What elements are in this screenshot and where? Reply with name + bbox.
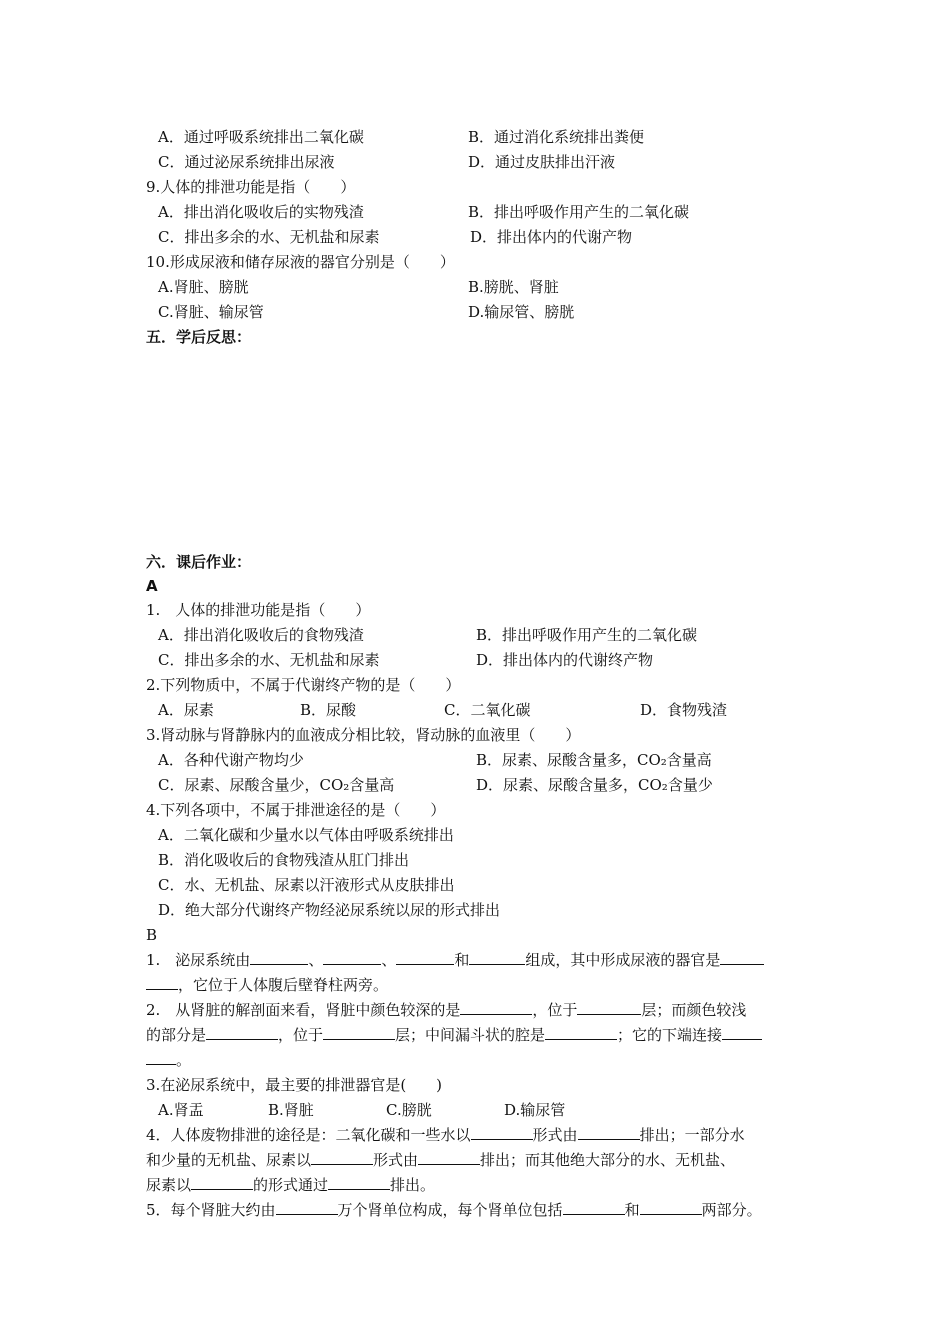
answer-blank[interactable] [471,1125,533,1140]
answer-blank[interactable] [328,1175,390,1190]
q10-option-a: A.肾脏、膀胱 [158,278,249,296]
b5-text-b: 万个肾单位构成，每个肾单位包括 [337,1201,563,1219]
a2-option-a: A．尿素 [158,701,214,719]
answer-blank[interactable] [146,975,178,990]
answer-blank[interactable] [206,1025,278,1040]
q10-option-c: C.肾脏、输尿管 [158,303,264,321]
b3-option-c: C.膀胱 [386,1101,432,1119]
b5-text-a: 5．每个肾脏大约由 [146,1201,276,1219]
b3-option-d: D.输尿管 [504,1101,566,1119]
b3-option-b: B.肾脏 [268,1101,314,1119]
b4-text-b: 形式由 [532,1126,578,1144]
b1-line2 [146,975,388,995]
b4-text-g: 尿素以 [146,1176,192,1194]
q8-option-b: B．通过消化系统排出粪便 [468,128,645,146]
a3-option-a: A．各种代谢产物均少 [158,751,304,769]
b2-line1 [146,1000,746,1020]
b1-text-c: ，它位于人体腹后壁脊柱两旁。 [178,976,389,994]
answer-blank[interactable] [311,1150,373,1165]
b2-line2 [146,1025,762,1045]
b1-text-b: 组成，其中形成尿液的器官是 [525,951,721,969]
q8-option-d: D．通过皮肤排出汗液 [468,153,616,171]
answer-blank[interactable] [146,1050,176,1065]
b1-text-a: 1. 泌尿系统由 [146,951,251,969]
b4-text-i: 排出。 [390,1176,436,1194]
a2-option-d: D．食物残渣 [640,701,728,719]
q9-option-d: D．排出体内的代谢产物 [470,228,633,246]
answer-blank[interactable] [323,950,381,965]
a3-option-d: D．尿素、尿酸含量多，CO₂含量少 [476,776,713,794]
answer-blank[interactable] [640,1200,702,1215]
answer-blank[interactable] [276,1200,338,1215]
b2-text-e: ，位于 [278,1026,324,1044]
q10-option-d: D.输尿管、膀胱 [468,303,575,321]
b2-text-c: 层；而颜色较浅 [641,1001,747,1019]
part-a-label: A [146,577,158,595]
b3-option-a: A.肾盂 [158,1101,204,1119]
answer-blank[interactable] [563,1200,625,1215]
q8-option-a: A．通过呼吸系统排出二氧化碳 [158,128,364,146]
answer-blank[interactable] [469,950,525,965]
b1-sep-2: 、 [381,951,397,969]
b3-stem: 3.在泌尿系统中，最主要的排泄器官是( ) [146,1076,443,1094]
q9-option-a: A．排出消化吸收后的实物残渣 [158,203,364,221]
a4-option-b: B．消化吸收后的食物残渣从肛门排出 [158,851,410,869]
section6-heading: 六．课后作业： [146,553,252,571]
b1-sep-1: 、 [308,951,324,969]
answer-blank[interactable] [545,1025,617,1040]
answer-blank[interactable] [418,1150,480,1165]
b4-text-e: 形式由 [373,1151,419,1169]
b1-and: 和 [454,951,470,969]
a3-option-b: B．尿素、尿酸含量多，CO₂含量高 [476,751,712,769]
b5-text-d: 两部分。 [701,1201,762,1219]
b2-text-g: ；它的下端连接 [617,1026,723,1044]
a1-option-b: B．排出呼吸作用产生的二氧化碳 [476,626,698,644]
q9-option-b: B．排出呼吸作用产生的二氧化碳 [468,203,690,221]
b4-text-d: 和少量的无机盐、尿素以 [146,1151,312,1169]
a4-option-c: C．水、无机盐、尿素以汗液形式从皮肤排出 [158,876,455,894]
b4-text-c: 排出；一部分水 [639,1126,745,1144]
answer-blank[interactable] [323,1025,395,1040]
a1-option-a: A．排出消化吸收后的食物残渣 [158,626,364,644]
answer-blank[interactable] [578,1125,640,1140]
q9-option-c: C．排出多余的水、无机盐和尿素 [158,228,380,246]
b2-text-d: 的部分是 [146,1026,207,1044]
section5-heading: 五．学后反思： [146,328,252,346]
b2-text-h: 。 [176,1051,192,1069]
q10-option-b: B.膀胱、肾脏 [468,278,559,296]
a2-option-b: B．尿酸 [300,701,357,719]
a3-stem: 3.肾动脉与肾静脉内的血液成分相比较，肾动脉的血液里（ ） [146,726,581,744]
a4-option-d: D．绝大部分代谢终产物经泌尿系统以尿的形式排出 [158,901,501,919]
a4-stem: 4.下列各项中，不属于排泄途径的是（ ） [146,801,446,819]
b4-text-h: 的形式通过 [253,1176,329,1194]
b4-line2 [146,1150,735,1170]
answer-blank[interactable] [722,1025,762,1040]
b2-line3 [146,1050,191,1070]
b4-line3 [146,1175,435,1195]
a1-option-c: C．排出多余的水、无机盐和尿素 [158,651,380,669]
b5-line [146,1200,762,1220]
q8-option-c: C．通过泌尿系统排出尿液 [158,153,335,171]
b2-text-b: ，位于 [532,1001,578,1019]
a4-option-a: A．二氧化碳和少量水以气体由呼吸系统排出 [158,826,454,844]
b5-text-c: 和 [624,1201,640,1219]
b1-line1 [146,950,764,970]
answer-blank[interactable] [460,1000,532,1015]
a3-option-c: C．尿素、尿酸含量少，CO₂含量高 [158,776,395,794]
answer-blank[interactable] [250,950,308,965]
b2-text-f: 层；中间漏斗状的腔是 [395,1026,546,1044]
a1-option-d: D．排出体内的代谢终产物 [476,651,654,669]
q10-stem: 10.形成尿液和储存尿液的器官分别是（ ） [146,253,455,271]
part-b-label: B [146,926,158,944]
q9-stem: 9.人体的排泄功能是指（ ） [146,178,356,196]
a2-stem: 2.下列物质中，不属于代谢终产物的是（ ） [146,676,461,694]
a1-stem: 1. 人体的排泄功能是指（ ） [146,601,371,619]
b4-text-f: 排出；而其他绝大部分的水、无机盐、 [480,1151,736,1169]
b4-line1 [146,1125,745,1145]
answer-blank[interactable] [191,1175,253,1190]
b4-text-a: 4．人体废物排泄的途径是：二氧化碳和一些水以 [146,1126,471,1144]
answer-blank[interactable] [720,950,764,965]
answer-blank[interactable] [396,950,454,965]
answer-blank[interactable] [577,1000,641,1015]
a2-option-c: C．二氧化碳 [444,701,531,719]
b2-text-a: 2. 从肾脏的解剖面来看，肾脏中颜色较深的是 [146,1001,461,1019]
